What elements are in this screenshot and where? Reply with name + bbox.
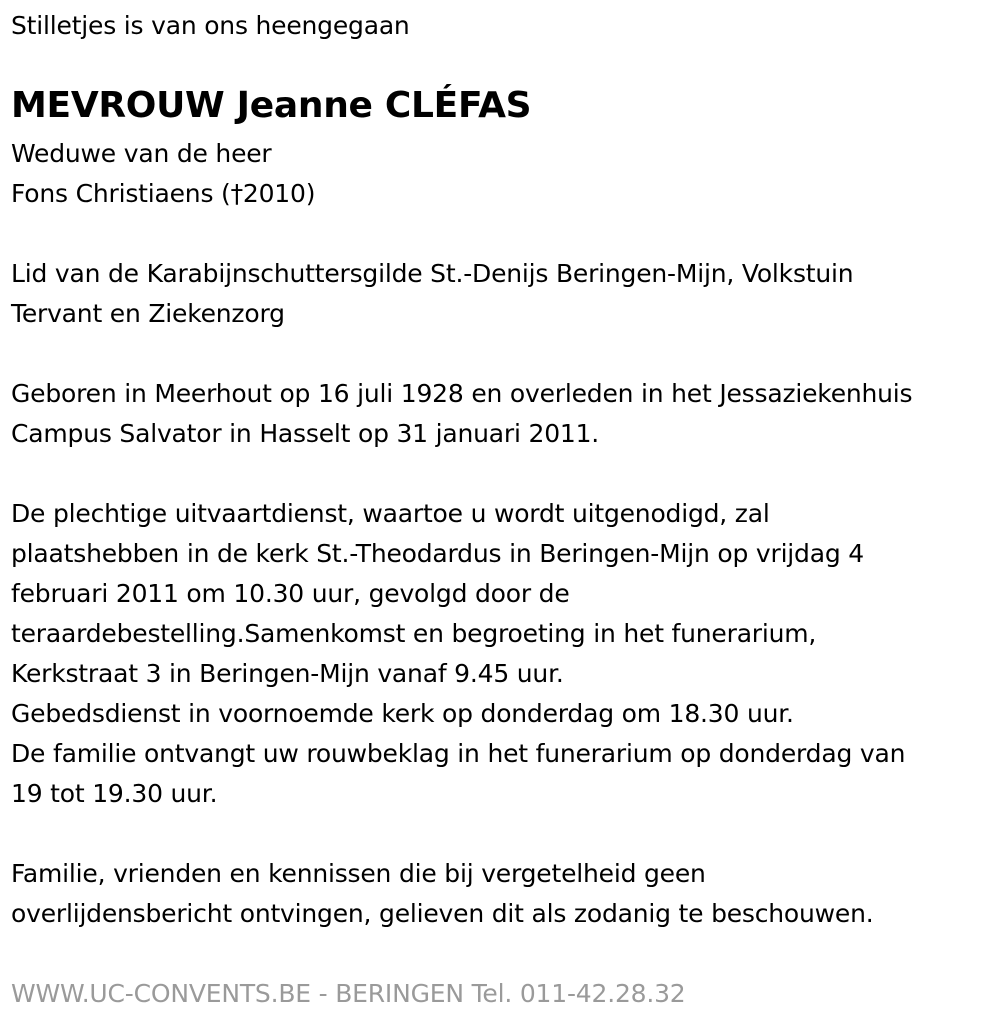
service-line: Gebedsdienst in voornoemde kerk op donderdag om 18.30 uur. bbox=[11, 699, 794, 728]
birth-death-block bbox=[11, 374, 912, 454]
family-note-line: overlijdensbericht ontvingen, gelieven dit als zodanig te beschouwen. bbox=[11, 899, 874, 928]
service-line: februari 2011 om 10.30 uur, gevolgd door de bbox=[11, 579, 570, 608]
membership-line: Lid van de Karabijnschuttersgilde St.-Denijs Beringen-Mijn, Volkstuin bbox=[11, 259, 854, 288]
birth-death-line: Campus Salvator in Hasselt op 31 januari 2011. bbox=[11, 419, 600, 448]
service-line: Kerkstraat 3 in Beringen-Mijn vanaf 9.45 uur. bbox=[11, 659, 564, 688]
service-line: teraardebestelling.Samenkomst en begroeting in het funerarium, bbox=[11, 619, 817, 648]
membership-line: Tervant en Ziekenzorg bbox=[11, 299, 285, 328]
funeral-service-block bbox=[11, 494, 905, 814]
intro-text: Stilletjes is van ons heengegaan bbox=[11, 11, 410, 40]
widow-line: Weduwe van de heer bbox=[11, 139, 272, 168]
service-line: De plechtige uitvaartdienst, waartoe u wordt uitgenodigd, zal bbox=[11, 499, 770, 528]
service-line: 19 tot 19.30 uur. bbox=[11, 779, 218, 808]
widow-block bbox=[11, 134, 315, 214]
footer-contact: WWW.UC-CONVENTS.BE - BERINGEN Tel. 011-42.28.32 bbox=[11, 979, 686, 1008]
service-line: De familie ontvangt uw rouwbeklag in het funerarium op donderdag van bbox=[11, 739, 906, 768]
birth-death-line: Geboren in Meerhout op 16 juli 1928 en overleden in het Jessaziekenhuis bbox=[11, 379, 913, 408]
widow-line: Fons Christiaens (†2010) bbox=[11, 179, 316, 208]
deceased-name: MEVROUW Jeanne CLÉFAS bbox=[11, 85, 532, 126]
family-note-block bbox=[11, 854, 874, 934]
service-line: plaatshebben in de kerk St.-Theodardus in Beringen-Mijn op vrijdag 4 bbox=[11, 539, 864, 568]
family-note-line: Familie, vrienden en kennissen die bij vergetelheid geen bbox=[11, 859, 706, 888]
membership-block bbox=[11, 254, 853, 334]
